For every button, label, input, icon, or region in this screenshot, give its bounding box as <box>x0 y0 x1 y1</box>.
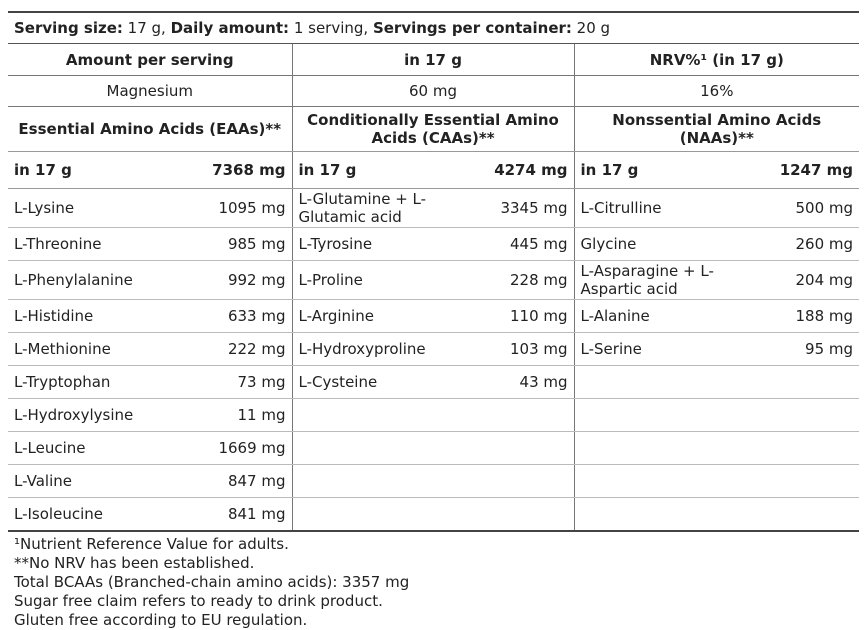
magnesium-row <box>8 76 859 107</box>
amino-acid-value: 228 mg <box>483 261 574 300</box>
footnote-sugar-free: Sugar free claim refers to ready to drink product. <box>14 592 383 610</box>
serving-info-line <box>8 11 859 44</box>
amino-acid-name: L-Phenylalanine <box>8 261 195 300</box>
amino-acid-name: L-Methionine <box>8 333 195 366</box>
amino-acid-name: L-Proline <box>292 261 483 300</box>
amino-acid-name: L-Isoleucine <box>8 498 195 532</box>
amino-acid-name: L-Leucine <box>8 432 195 465</box>
table-row <box>8 189 859 228</box>
amino-acid-name <box>292 498 483 532</box>
servings-per-container-label: Servings per container: <box>372 19 572 37</box>
amino-acid-name: L-Alanine <box>574 300 771 333</box>
amino-acid-value: 445 mg <box>483 228 574 261</box>
amino-acid-name: L-Cysteine <box>292 366 483 399</box>
amino-acid-value: 992 mg <box>195 261 292 300</box>
amino-acid-name: L-Arginine <box>292 300 483 333</box>
amino-acid-value <box>483 399 574 432</box>
amino-acid-value <box>483 432 574 465</box>
table-row <box>8 399 859 432</box>
amino-acid-name: L-Citrulline <box>574 189 771 228</box>
amino-acid-value: 500 mg <box>771 189 859 228</box>
naa-total-label: in 17 g <box>574 152 771 189</box>
amino-acid-name: L-Lysine <box>8 189 195 228</box>
nutrition-panel <box>8 11 859 630</box>
amino-acid-value: 11 mg <box>195 399 292 432</box>
header-in-17g: in 17 g <box>292 44 574 76</box>
amino-acid-name: L-Threonine <box>8 228 195 261</box>
amino-acid-value: 204 mg <box>771 261 859 300</box>
amino-acid-name: Glycine <box>574 228 771 261</box>
amino-acid-name: L-Hydroxylysine <box>8 399 195 432</box>
amino-acid-value: 110 mg <box>483 300 574 333</box>
amino-acid-value: 633 mg <box>195 300 292 333</box>
table-row <box>8 228 859 261</box>
amino-acid-name: L-Tyrosine <box>292 228 483 261</box>
magnesium-name: Magnesium <box>8 76 292 107</box>
amino-acid-value: 985 mg <box>195 228 292 261</box>
amino-acid-table <box>8 44 859 532</box>
amino-acid-value: 260 mg <box>771 228 859 261</box>
amino-acid-value: 1669 mg <box>195 432 292 465</box>
amino-acid-value <box>771 366 859 399</box>
header-amount-per-serving: Amount per serving <box>8 44 292 76</box>
amino-acid-name <box>292 399 483 432</box>
amino-acid-value <box>771 498 859 532</box>
table-row <box>8 465 859 498</box>
group-title-eaa: Essential Amino Acids (EAAs)** <box>8 107 292 152</box>
amino-acid-name: L-Hydroxyproline <box>292 333 483 366</box>
amino-acid-value: 95 mg <box>771 333 859 366</box>
naa-total-value: 1247 mg <box>771 152 859 189</box>
footnotes <box>8 535 859 630</box>
caa-total-value: 4274 mg <box>483 152 574 189</box>
amino-acid-name: L-Asparagine + L-Aspartic acid <box>574 261 771 300</box>
magnesium-nrv: 16% <box>574 76 859 107</box>
amino-acid-value: 3345 mg <box>483 189 574 228</box>
amino-acid-name: L-Histidine <box>8 300 195 333</box>
table-header-row <box>8 44 859 76</box>
group-title-naa: Nonssential Amino Acids (NAAs)** <box>574 107 859 152</box>
amino-acid-name <box>574 498 771 532</box>
amino-acid-value: 1095 mg <box>195 189 292 228</box>
header-nrv: NRV%¹ (in 17 g) <box>574 44 859 76</box>
daily-amount-value: 1 serving, <box>289 19 373 37</box>
amino-acid-value <box>771 399 859 432</box>
table-row <box>8 366 859 399</box>
eaa-total-value: 7368 mg <box>195 152 292 189</box>
footnote-bcaa-total: Total BCAAs (Branched-chain amino acids): 3357 mg <box>14 573 410 591</box>
amino-acid-value <box>771 465 859 498</box>
amino-acid-value: 222 mg <box>195 333 292 366</box>
table-row <box>8 333 859 366</box>
caa-total-label: in 17 g <box>292 152 483 189</box>
footnote-nrv: ¹Nutrient Reference Value for adults. <box>14 535 289 553</box>
amino-acid-name: L-Valine <box>8 465 195 498</box>
amino-acid-name <box>574 399 771 432</box>
table-row <box>8 261 859 300</box>
amino-acid-name: L-Tryptophan <box>8 366 195 399</box>
table-row <box>8 432 859 465</box>
amino-acid-name: L-Serine <box>574 333 771 366</box>
group-total-row <box>8 152 859 189</box>
amino-acid-name <box>574 366 771 399</box>
table-row <box>8 498 859 532</box>
group-title-caa: Conditionally Essential Amino Acids (CAAs)** <box>292 107 574 152</box>
amino-acid-value: 103 mg <box>483 333 574 366</box>
eaa-total-label: in 17 g <box>8 152 195 189</box>
amino-acid-name <box>292 465 483 498</box>
footnote-no-nrv: **No NRV has been established. <box>14 554 255 572</box>
amino-acid-value <box>771 432 859 465</box>
amino-acid-value <box>483 498 574 532</box>
group-title-row <box>8 107 859 152</box>
serving-size-label: Serving size: <box>14 19 123 37</box>
footnote-gluten-free: Gluten free according to EU regulation. <box>14 611 308 629</box>
daily-amount-label: Daily amount: <box>170 19 290 37</box>
amino-acid-value: 43 mg <box>483 366 574 399</box>
table-row <box>8 300 859 333</box>
servings-per-container-value: 20 g <box>571 19 611 37</box>
amino-acid-name <box>292 432 483 465</box>
amino-acid-value: 73 mg <box>195 366 292 399</box>
amino-acid-value: 188 mg <box>771 300 859 333</box>
serving-size-value: 17 g, <box>122 19 171 37</box>
amino-acid-value: 841 mg <box>195 498 292 532</box>
amino-acid-name <box>574 465 771 498</box>
amino-acid-value: 847 mg <box>195 465 292 498</box>
amino-acid-name: L-Glutamine + L-Glutamic acid <box>292 189 483 228</box>
amino-acid-value <box>483 465 574 498</box>
amino-acid-name <box>574 432 771 465</box>
magnesium-amount: 60 mg <box>292 76 574 107</box>
